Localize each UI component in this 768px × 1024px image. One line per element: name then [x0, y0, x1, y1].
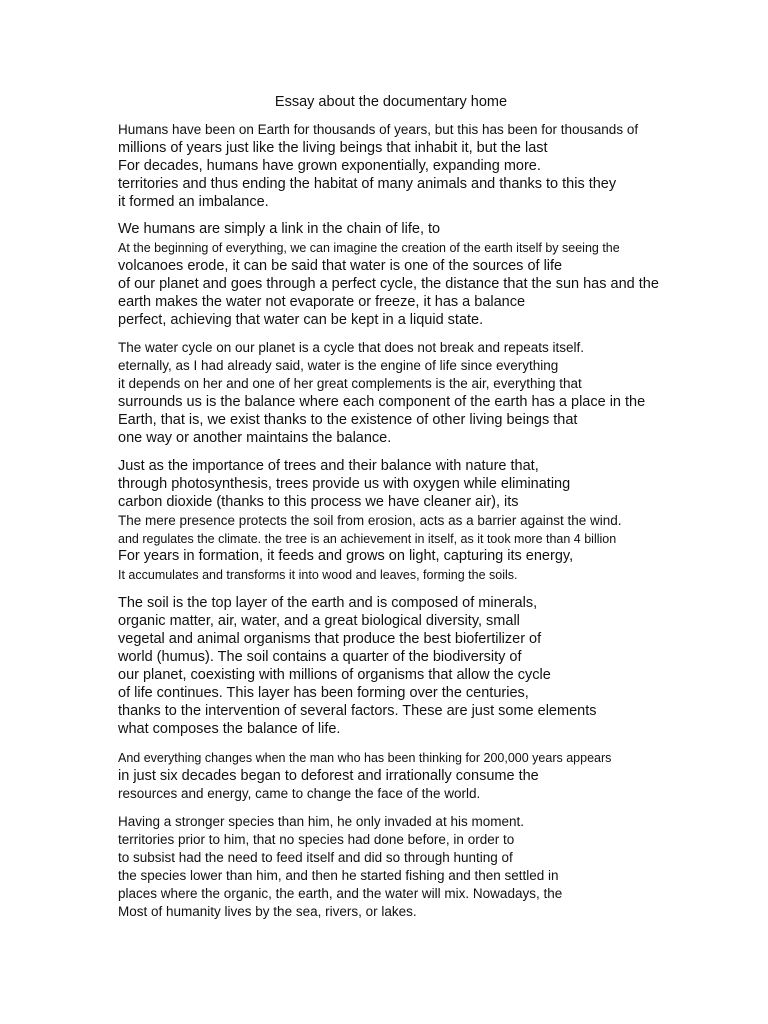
paragraph-1-line-3: For decades, humans have grown exponentially, expanding more.	[118, 158, 541, 174]
paragraph-5-line-8: what composes the balance of life.	[118, 721, 341, 737]
paragraph-1-line-2: millions of years just like the living beings that inhabit it, but the last	[118, 140, 548, 156]
paragraph-3-line-6: one way or another maintains the balance.	[118, 430, 392, 446]
paragraph-4-line-1: Just as the importance of trees and their balance with nature that,	[118, 458, 539, 474]
paragraph-2-line-3: volcanoes erode, it can be said that water is one of the sources of life	[118, 258, 563, 274]
paragraph-5-line-2: organic matter, air, water, and a great biological diversity, small	[118, 613, 520, 629]
paragraph-4-line-3: carbon dioxide (thanks to this process we have cleaner air), its	[118, 494, 519, 510]
paragraph-3-line-3: it depends on her and one of her great complements is the air, everything that	[118, 376, 582, 391]
paragraph-2-line-2: At the beginning of everything, we can imagine the creation of the earth itself by seeing the	[118, 241, 620, 255]
paragraph-2-line-4: of our planet and goes through a perfect cycle, the distance that the sun has and the	[118, 276, 659, 292]
paragraph-1-line-5: it formed an imbalance.	[118, 194, 269, 210]
paragraph-1-line-4: territories and thus ending the habitat of many animals and thanks to this they	[118, 176, 617, 192]
paragraph-5-line-1: The soil is the top layer of the earth and is composed of minerals,	[118, 595, 538, 611]
paragraph-7-line-5: places where the organic, the earth, and the water will mix. Nowadays, the	[118, 886, 563, 901]
paragraph-7-line-6: Most of humanity lives by the sea, rivers, or lakes.	[118, 904, 417, 919]
paragraph-6-line-3: resources and energy, came to change the face of the world.	[118, 786, 481, 801]
paragraph-4-line-4: The mere presence protects the soil from erosion, acts as a barrier against the wind.	[118, 513, 622, 528]
paragraph-5-line-4: world (humus). The soil contains a quarter of the biodiversity of	[118, 649, 522, 665]
paragraph-3-line-2: eternally, as I had already said, water is the engine of life since everything	[118, 358, 559, 373]
paragraph-4-line-2: through photosynthesis, trees provide us with oxygen while eliminating	[118, 476, 571, 492]
document-title: Essay about the documentary home	[274, 94, 508, 110]
paragraph-7-line-2: territories prior to him, that no species had done before, in order to	[118, 832, 515, 847]
paragraph-2-line-1: We humans are simply a link in the chain of life, to	[118, 221, 441, 237]
paragraph-7-line-3: to subsist had the need to feed itself and did so through hunting of	[118, 850, 513, 865]
paragraph-4-line-6: For years in formation, it feeds and grows on light, capturing its energy,	[118, 548, 574, 564]
paragraph-3-line-5: Earth, that is, we exist thanks to the existence of other living beings that	[118, 412, 578, 428]
paragraph-1-line-1: Humans have been on Earth for thousands of years, but this has been for thousands of	[118, 122, 639, 137]
paragraph-5-line-5: our planet, coexisting with millions of organisms that allow the cycle	[118, 667, 551, 683]
paragraph-2-line-5: earth makes the water not evaporate or freeze, it has a balance	[118, 294, 526, 310]
paragraph-3-line-4: surrounds us is the balance where each component of the earth has a place in the	[118, 394, 646, 410]
paragraph-2-line-6: perfect, achieving that water can be kept in a liquid state.	[118, 312, 484, 328]
paragraph-4-line-7: It accumulates and transforms it into wood and leaves, forming the soils.	[118, 568, 518, 582]
paragraph-6-line-1: And everything changes when the man who has been thinking for 200,000 years appears	[118, 751, 612, 765]
paragraph-5-line-7: thanks to the intervention of several factors. These are just some elements	[118, 703, 597, 719]
paragraph-4-line-5: and regulates the climate. the tree is an achievement in itself, as it took more than 4 billion	[118, 532, 617, 546]
paragraph-3-line-1: The water cycle on our planet is a cycle that does not break and repeats itself.	[118, 340, 585, 355]
paragraph-5-line-3: vegetal and animal organisms that produce the best biofertilizer of	[118, 631, 542, 647]
paragraph-7-line-4: the species lower than him, and then he started fishing and then settled in	[118, 868, 559, 883]
paragraph-7-line-1: Having a stronger species than him, he only invaded at his moment.	[118, 814, 524, 829]
paragraph-5-line-6: of life continues. This layer has been forming over the centuries,	[118, 685, 529, 701]
paragraph-6-line-2: in just six decades began to deforest and irrationally consume the	[118, 768, 539, 784]
